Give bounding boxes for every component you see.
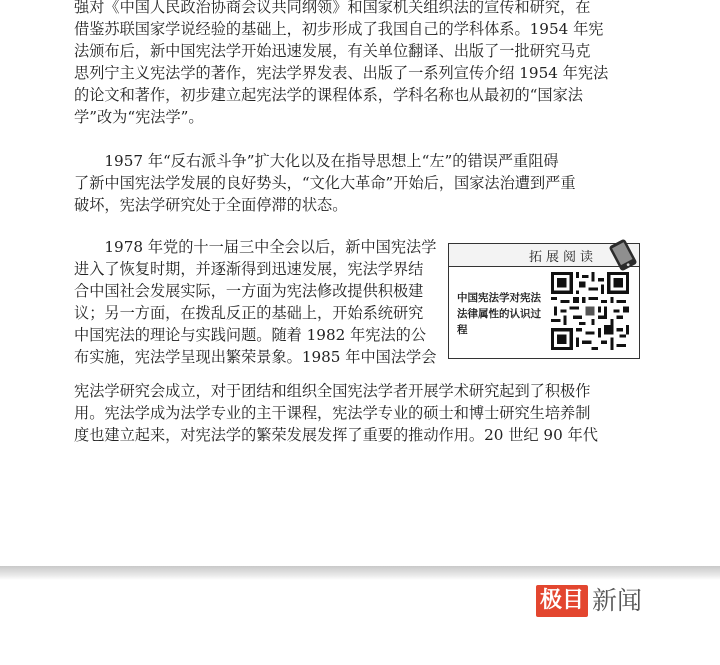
text-line: 借鉴苏联国家学说经验的基础上，初步形成了我国自己的学科体系。1954 年宪 (74, 20, 604, 38)
paragraph-continued (74, 380, 598, 446)
text-line: 法颁布后，新中国宪法学开始迅速发展，有关单位翻译、出版了一批研究马克 (74, 42, 591, 60)
text-line: 破坏，宪法学研究处于全面停滞的状态。 (74, 196, 348, 214)
extended-reading-header (449, 244, 639, 267)
text-line: 了新中国宪法学发展的良好势头，“文化大革命”开始后，国家法治遭到严重 (74, 174, 576, 192)
qr-code[interactable] (551, 272, 629, 350)
paragraph-1957 (74, 150, 576, 216)
text-line: 思列宁主义宪法学的著作，宪法学界发表、出版了一系列宣传介绍 1954 年宪法 (74, 64, 609, 82)
watermark-text: 新闻 (592, 586, 643, 615)
news-watermark (536, 584, 642, 618)
text-line: 布实施，宪法学呈现出繁荣景象。1985 年中国法学会 (74, 348, 437, 366)
extended-reading-title: 拓展阅读 (528, 250, 597, 265)
extended-reading-text: 中国宪法学对宪法法律属性的认识过程 (457, 292, 541, 336)
text-line: 1978 年党的十一届三中全会以后，新中国宪法学 (74, 238, 437, 256)
text-line: 强对《中国人民政治协商会议共同纲领》和国家机关组织法的宣传和研究，在 (74, 0, 591, 16)
watermark-badge: 极目 (536, 585, 588, 617)
text-line: 的论文和著作，初步建立起宪法学的课程体系，学科名称也从最初的“国家法 (74, 86, 583, 104)
extended-reading-box (448, 243, 640, 359)
phone-icon (607, 237, 639, 273)
page-divider (0, 566, 720, 580)
text-line: 合中国社会发展实际，一方面为宪法修改提供积极建 (74, 282, 424, 300)
text-line: 度也建立起来，对宪法学的繁荣发展发挥了重要的推动作用。20 世纪 90 年代 (74, 426, 598, 444)
paragraph-1978 (74, 236, 436, 368)
text-line: 宪法学研究会成立，对于团结和组织全国宪法学者开展学术研究起到了积极作 (74, 382, 591, 400)
text-line: 1957 年“反右派斗争”扩大化以及在指导思想上“左”的错误严重阻碍 (74, 152, 559, 170)
text-line: 议；另一方面，在拨乱反正的基础上，开始系统研究 (74, 304, 424, 322)
text-line: 用。宪法学成为法学专业的主干课程，宪法学专业的硕士和博士研究生培养制 (74, 404, 591, 422)
paragraph-top (74, 0, 608, 128)
text-line: 学”改为“宪法学”。 (74, 108, 204, 126)
text-line: 进入了恢复时期，并逐渐得到迅速发展，宪法学界结 (74, 260, 424, 278)
text-line: 中国宪法的理论与实践问题。随着 1982 年宪法的公 (74, 326, 427, 344)
